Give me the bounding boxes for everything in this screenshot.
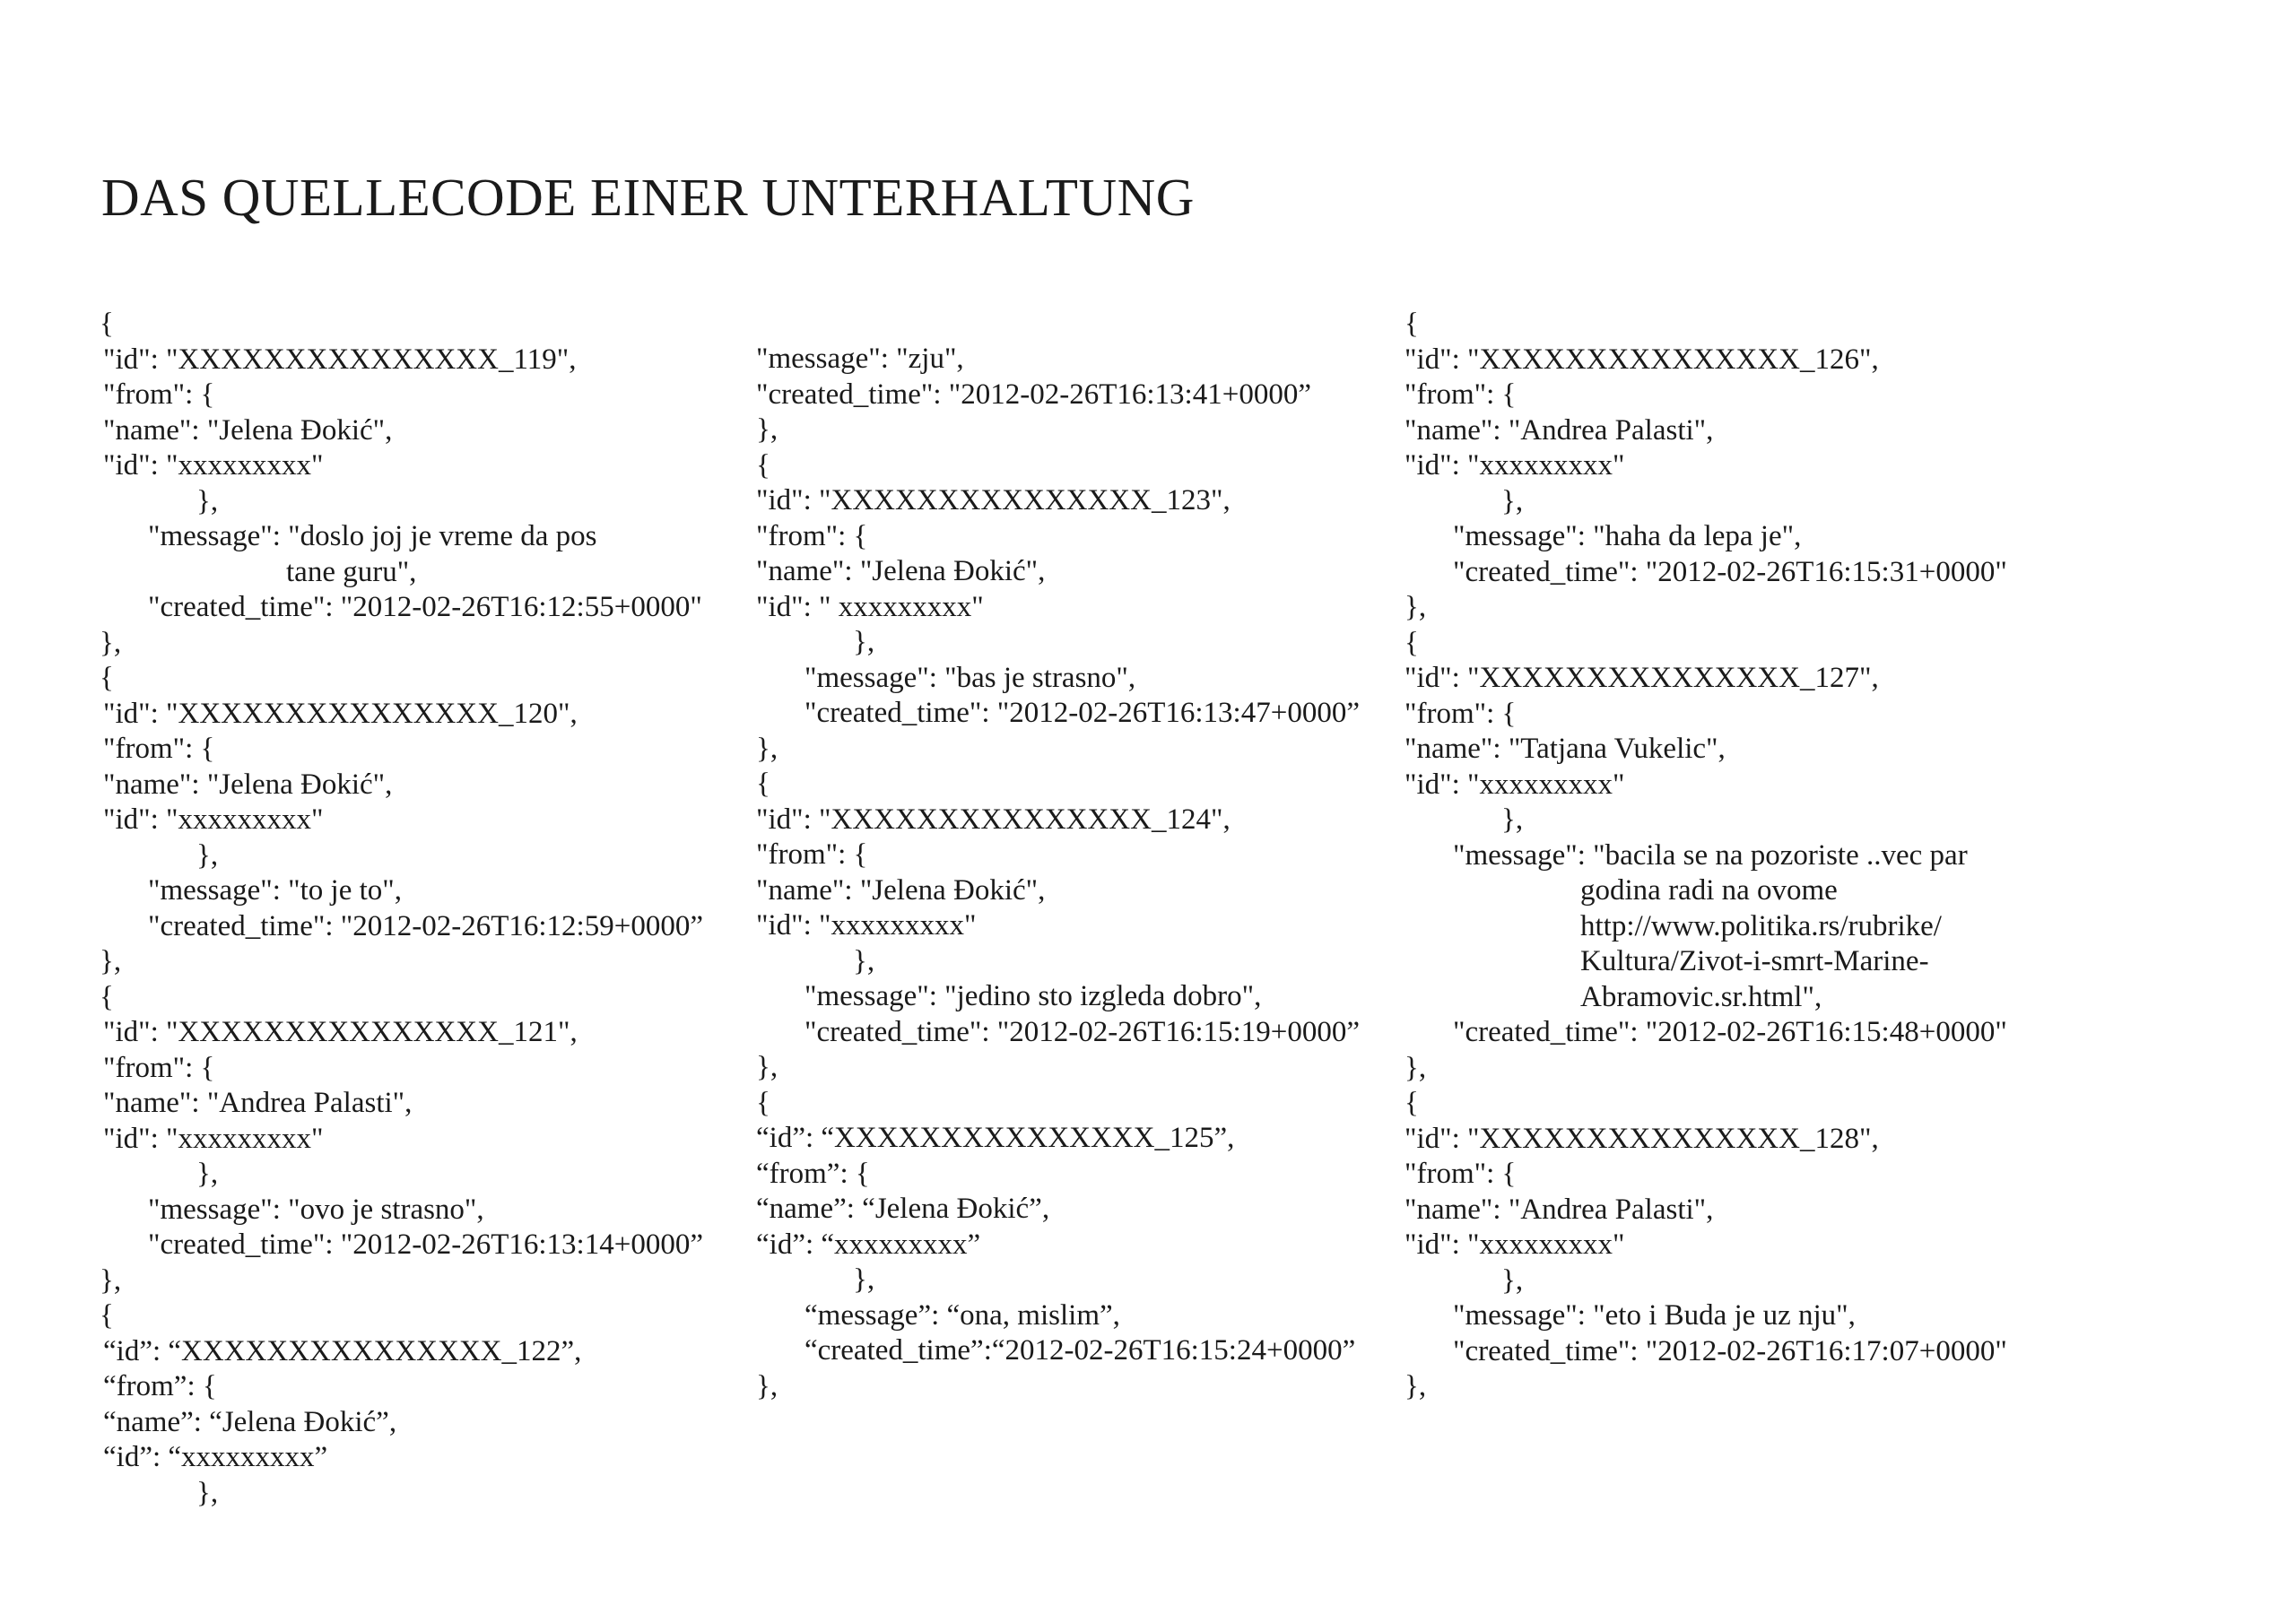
code-line: "id": "XXXXXXXXXXXXXXX_120", — [103, 697, 578, 730]
code-line: "name": "Jelena Đokić", — [756, 873, 1046, 907]
code-line: “id”: “XXXXXXXXXXXXXXX_122”, — [103, 1334, 582, 1367]
code-line: "name": "Tatjana Vukelic", — [1405, 733, 1726, 765]
code-line: }, — [756, 1051, 778, 1083]
code-line: }, — [100, 626, 122, 659]
code-line: "id": "xxxxxxxxx" — [103, 1122, 324, 1155]
code-line: }, — [1501, 803, 1524, 836]
code-line: }, — [1501, 484, 1524, 517]
code-line: "created_time": "2012-02-26T16:13:47+0000” — [804, 697, 1360, 729]
code-line: "message": "haha da lepa je", — [1453, 520, 1802, 552]
code-line: "id": "XXXXXXXXXXXXXXX_126", — [1405, 343, 1879, 376]
code-line: "name": "Jelena Đokić", — [756, 555, 1046, 587]
code-line: }, — [1405, 1051, 1427, 1084]
code-line: "id": "xxxxxxxxx" — [103, 803, 324, 836]
code-line: "created_time": "2012-02-26T16:12:55+0000" — [148, 591, 702, 623]
code-line: godina radi na ovome — [1580, 874, 1838, 907]
code-line: }, — [1405, 591, 1427, 623]
code-line: "id": "XXXXXXXXXXXXXXX_128", — [1405, 1122, 1879, 1155]
code-line: "name": "Andrea Palasti", — [1405, 1193, 1714, 1226]
code-line: { — [756, 1086, 770, 1119]
code-line: “from”: { — [103, 1370, 217, 1402]
code-line: "created_time": "2012-02-26T16:15:19+0000” — [804, 1015, 1360, 1048]
code-line: "message": "to je to", — [148, 874, 402, 907]
code-line: "id": "XXXXXXXXXXXXXXX_123", — [756, 484, 1231, 516]
code-line: "created_time": "2012-02-26T16:12:59+0000” — [148, 909, 703, 942]
code-line: "id": "xxxxxxxxx" — [1405, 449, 1625, 482]
code-line: }, — [100, 945, 122, 977]
code-line: "message": "jedino sto izgleda dobro", — [804, 980, 1262, 1012]
code-line: “id”: “xxxxxxxxx” — [756, 1228, 981, 1261]
code-line: "created_time": "2012-02-26T16:17:07+0000" — [1453, 1334, 2007, 1367]
code-line: "from": { — [1405, 697, 1517, 730]
code-column-2 — [756, 342, 1402, 1404]
code-line: "id": "XXXXXXXXXXXXXXX_121", — [103, 1016, 578, 1048]
code-line: "id": "XXXXXXXXXXXXXXX_124", — [756, 803, 1231, 836]
code-line: “name”: “Jelena Đokić”, — [103, 1405, 397, 1438]
code-line: "from": { — [1405, 378, 1517, 411]
code-line: }, — [196, 484, 219, 517]
code-column-3 — [1405, 307, 2086, 1405]
code-line: "name": "Andrea Palasti", — [1405, 413, 1714, 447]
code-line: "name": "Andrea Palasti", — [103, 1087, 413, 1119]
code-line: "from": { — [756, 838, 868, 871]
code-line: "message": "ovo je strasno", — [148, 1193, 484, 1226]
code-line: “id”: “XXXXXXXXXXXXXXX_125”, — [756, 1122, 1235, 1154]
code-line: "id": "xxxxxxxxx" — [756, 909, 977, 942]
code-line: "message": "bas je strasno", — [804, 661, 1136, 694]
code-line: "created_time": "2012-02-26T16:15:31+0000" — [1453, 555, 2007, 588]
code-line: “name”: “Jelena Đokić”, — [756, 1193, 1050, 1225]
code-line: "created_time": "2012-02-26T16:15:48+0000" — [1453, 1016, 2007, 1048]
code-line: "message": "bacila se na pozoriste ..vec par — [1453, 838, 1968, 872]
code-line: "id": " xxxxxxxxx" — [756, 590, 984, 623]
code-line: { — [756, 768, 770, 800]
code-line: Abramovic.sr.html", — [1580, 980, 1822, 1013]
code-line: "from": { — [103, 378, 215, 411]
code-line: "name": "Jelena Đokić", — [103, 768, 393, 801]
code-line: "id": "XXXXXXXXXXXXXXX_119", — [103, 343, 577, 376]
code-line: Kultura/Zivot-i-smrt-Marine- — [1580, 945, 1929, 977]
code-line: "id": "xxxxxxxxx" — [1405, 768, 1625, 801]
code-line: "from": { — [756, 519, 868, 552]
code-line: }, — [1405, 1370, 1427, 1402]
code-line: }, — [1501, 1263, 1524, 1297]
code-line: { — [100, 980, 114, 1013]
code-line: "name": "Jelena Đokić", — [103, 413, 393, 447]
code-line: "from": { — [1405, 1158, 1517, 1190]
code-line: "id": "xxxxxxxxx" — [103, 449, 324, 482]
code-line: }, — [756, 1369, 778, 1402]
code-line: { — [100, 1299, 114, 1332]
code-line: “from”: { — [756, 1157, 870, 1190]
code-line: }, — [196, 838, 219, 872]
code-line: { — [100, 662, 114, 694]
code-line: }, — [756, 413, 778, 446]
code-line: "from": { — [103, 1051, 215, 1084]
code-line: }, — [196, 1476, 219, 1509]
code-line: { — [1405, 1087, 1419, 1119]
code-line: }, — [100, 1263, 122, 1297]
code-line: { — [100, 308, 114, 340]
code-line: { — [756, 448, 770, 482]
code-line: http://www.politika.rs/rubrike/ — [1580, 909, 1942, 942]
code-line: “message”: “ona, mislim”, — [804, 1298, 1120, 1332]
code-line: tane guru", — [286, 555, 417, 588]
code-line: }, — [756, 732, 778, 765]
code-line: "id": "xxxxxxxxx" — [1405, 1228, 1625, 1261]
code-line: { — [1405, 626, 1419, 659]
code-line: { — [1405, 308, 1419, 340]
code-line: "message": "zju", — [756, 343, 964, 375]
code-line: }, — [853, 1263, 875, 1296]
code-line: “id”: “xxxxxxxxx” — [103, 1441, 328, 1473]
code-line: "created_time": "2012-02-26T16:13:14+0000” — [148, 1228, 703, 1261]
code-line: "message": "eto i Buda je uz nju", — [1453, 1299, 1856, 1332]
code-line: }, — [196, 1158, 219, 1190]
code-line: "message": "doslo joj je vreme da pos — [148, 520, 597, 552]
code-line: "created_time": "2012-02-26T16:13:41+0000” — [756, 378, 1311, 411]
code-line: "id": "XXXXXXXXXXXXXXX_127", — [1405, 662, 1879, 694]
page-title: DAS QUELLECODE EINER UNTERHALTUNG — [101, 168, 1195, 227]
code-line: }, — [853, 626, 875, 658]
code-line: }, — [853, 944, 875, 977]
code-line: “created_time”:“2012-02-26T16:15:24+0000” — [804, 1334, 1356, 1367]
code-column-1 — [100, 307, 763, 1511]
code-line: "from": { — [103, 733, 215, 765]
